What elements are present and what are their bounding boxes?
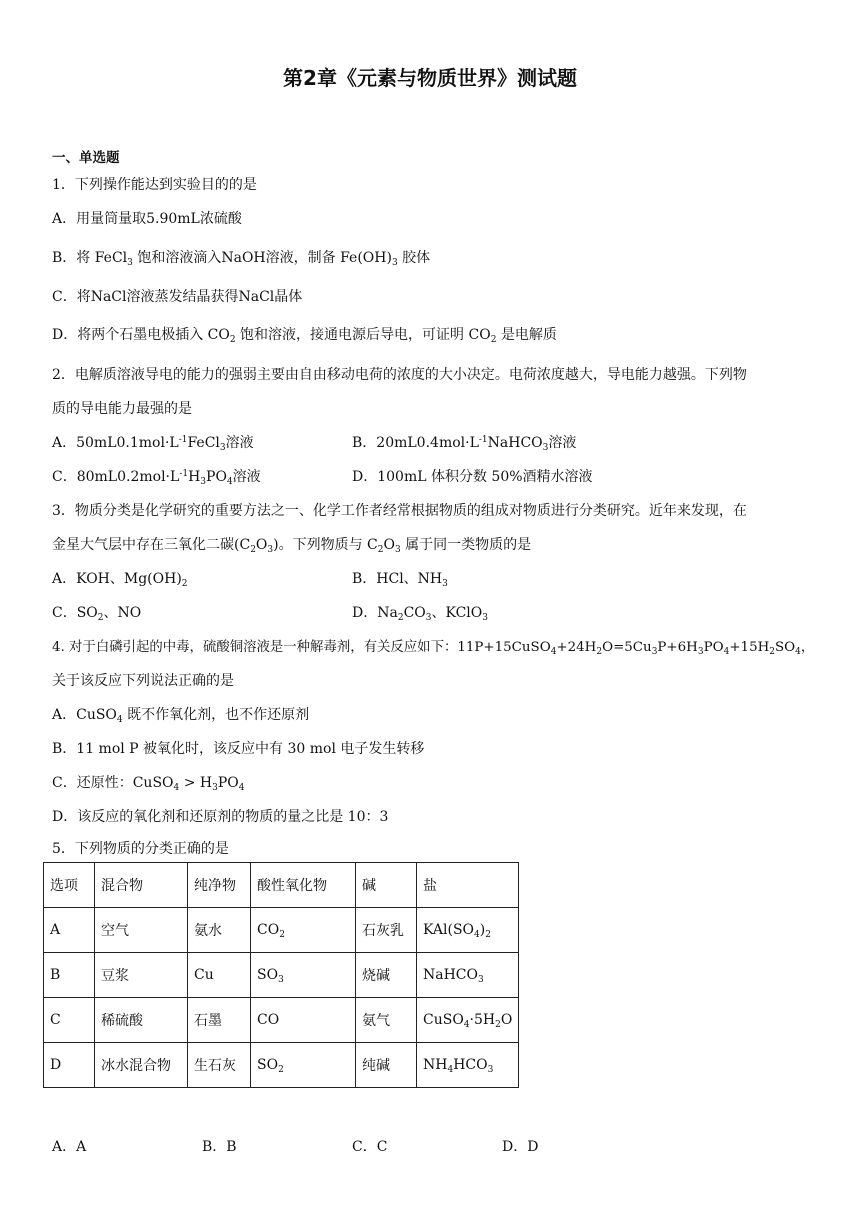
table-cell: B: [44, 953, 95, 998]
table-cell: D: [44, 1043, 95, 1088]
table-cell: 石墨: [188, 998, 251, 1043]
q5-option-b: B．B: [202, 1139, 237, 1155]
q2-option-c: C．$80mL0.2mol\cdot L^{-1}H_3PO_4$溶液: [52, 469, 261, 487]
table-cell: 纯碱: [356, 1043, 417, 1088]
q3-stem-line1: 3．物质分类是化学研究的重要方法之一、化学工作者经常根据物质的组成对物质进行分类研究。近年来发现，在: [52, 503, 747, 519]
table-cell: 豆浆: [95, 953, 188, 998]
q4-option-a: A．CuSO$_4$ 既不作氧化剂，也不作还原剂: [52, 707, 310, 725]
table-cell: NaHCO$_3$: [417, 953, 519, 998]
table-cell: 石灰乳: [356, 908, 417, 953]
table-cell: 氨水: [188, 908, 251, 953]
table-cell: 生石灰: [188, 1043, 251, 1088]
table-cell: 空气: [95, 908, 188, 953]
table-cell: 碱: [356, 863, 417, 908]
q4-option-b: B．11 mol P 被氧化时，该反应中有 30 mol 电子发生转移: [52, 741, 425, 757]
q5-options: [52, 1136, 538, 1156]
table-cell: $KAl(SO_4)_2$: [417, 908, 519, 953]
table-cell: 氨气: [356, 998, 417, 1043]
section-heading: 一、单选题: [52, 150, 120, 166]
q4-stem-line2: 关于该反应下列说法正确的是: [52, 673, 234, 689]
q1-stem: 1．下列操作能达到实验目的的是: [52, 177, 257, 193]
q2-option-b: B．$20mL0.4mol\cdot L^{-1}NaHCO_3$溶液: [352, 435, 577, 453]
table-cell: $SO_3$: [251, 953, 356, 998]
q1-option-d: D．将两个石墨电极插入 $CO_2$ 饱和溶液，接通电源后导电，可证明 $CO_2$ 是电解质: [52, 327, 557, 345]
table-cell: 冰水混合物: [95, 1043, 188, 1088]
table-cell: 烧碱: [356, 953, 417, 998]
table-cell: Cu: [188, 953, 251, 998]
page-title: 第2章《元素与物质世界》测试题: [283, 66, 577, 90]
table-row: [44, 998, 519, 1043]
table-cell: 纯净物: [188, 863, 251, 908]
q3-option-a: A．KOH、$Mg(OH)_2$: [52, 571, 188, 589]
table-cell: 稀硫酸: [95, 998, 188, 1043]
q2-option-d: D．100mL 体积分数 50%酒精水溶液: [352, 469, 593, 485]
table-cell: $SO_2$: [251, 1043, 356, 1088]
q1-option-a: A．用量筒量取5.90mL浓硫酸: [52, 211, 242, 227]
q2-stem-line2: 质的导电能力最强的是: [52, 401, 192, 417]
table-cell: $CO_2$: [251, 908, 356, 953]
q5-option-c: C．C: [352, 1139, 388, 1155]
table-cell: 混合物: [95, 863, 188, 908]
q3-option-b: B．HCl、$NH_3$: [352, 571, 448, 589]
q3-option-c: C．$SO_2$、NO: [52, 605, 142, 623]
q3-stem-line2: 金星大气层中存在三氧化二碳$(C_2O_3)$。下列物质与 $C_2O_3$ 属于同一类物质的是: [52, 537, 532, 555]
table-cell: C: [44, 998, 95, 1043]
table-cell: 酸性氧化物: [251, 863, 356, 908]
table-cell: $NH_4HCO_3$: [417, 1043, 519, 1088]
q5-stem: 5．下列物质的分类正确的是: [52, 841, 229, 857]
q2-option-a: A．$50mL0.1mol\cdot L^{-1}FeCl_3$溶液: [52, 435, 254, 453]
q1-option-b: B．将 FeCl$_3$ 饱和溶液滴入NaOH溶液，制备 $Fe(OH)_3$ 胶体: [52, 250, 431, 268]
table-row: [44, 908, 519, 953]
q3-option-d: D．$Na_2CO_3$、KClO$_3$: [352, 605, 488, 623]
q1-option-c: C．将NaCl溶液蒸发结晶获得NaCl晶体: [52, 289, 303, 305]
table-cell: $CuSO_4\cdot 5H_2O$: [417, 998, 519, 1043]
table-cell: CO: [251, 998, 356, 1043]
table-cell: A: [44, 908, 95, 953]
q5-option-d: D．D: [502, 1139, 539, 1155]
q4-option-d: D．该反应的氧化剂和还原剂的物质的量之比是 10：3: [52, 809, 389, 825]
table-row: [44, 1043, 519, 1088]
q4-stem-line1: 4. 对于白磷引起的中毒，硫酸铜溶液是一种解毒剂，有关反应如下：$11P+15CuSO_4+24H_2O=5Cu_3P+6H_3PO_4+15H_2SO_4$，: [52, 640, 815, 657]
table-header-row: [44, 863, 519, 908]
table-cell: 选项: [44, 863, 95, 908]
table-cell: 盐: [417, 863, 519, 908]
classification-table: [43, 862, 519, 1088]
q5-option-a: A．A: [52, 1139, 87, 1155]
q2-stem-line1: 2．电解质溶液导电的能力的强弱主要由自由移动电荷的浓度的大小决定。电荷浓度越大，导电能力越强。下列物: [52, 367, 747, 383]
table-row: [44, 953, 519, 998]
q4-option-c: C．还原性：CuSO$_4$ > $H_3PO_4$: [52, 775, 245, 793]
